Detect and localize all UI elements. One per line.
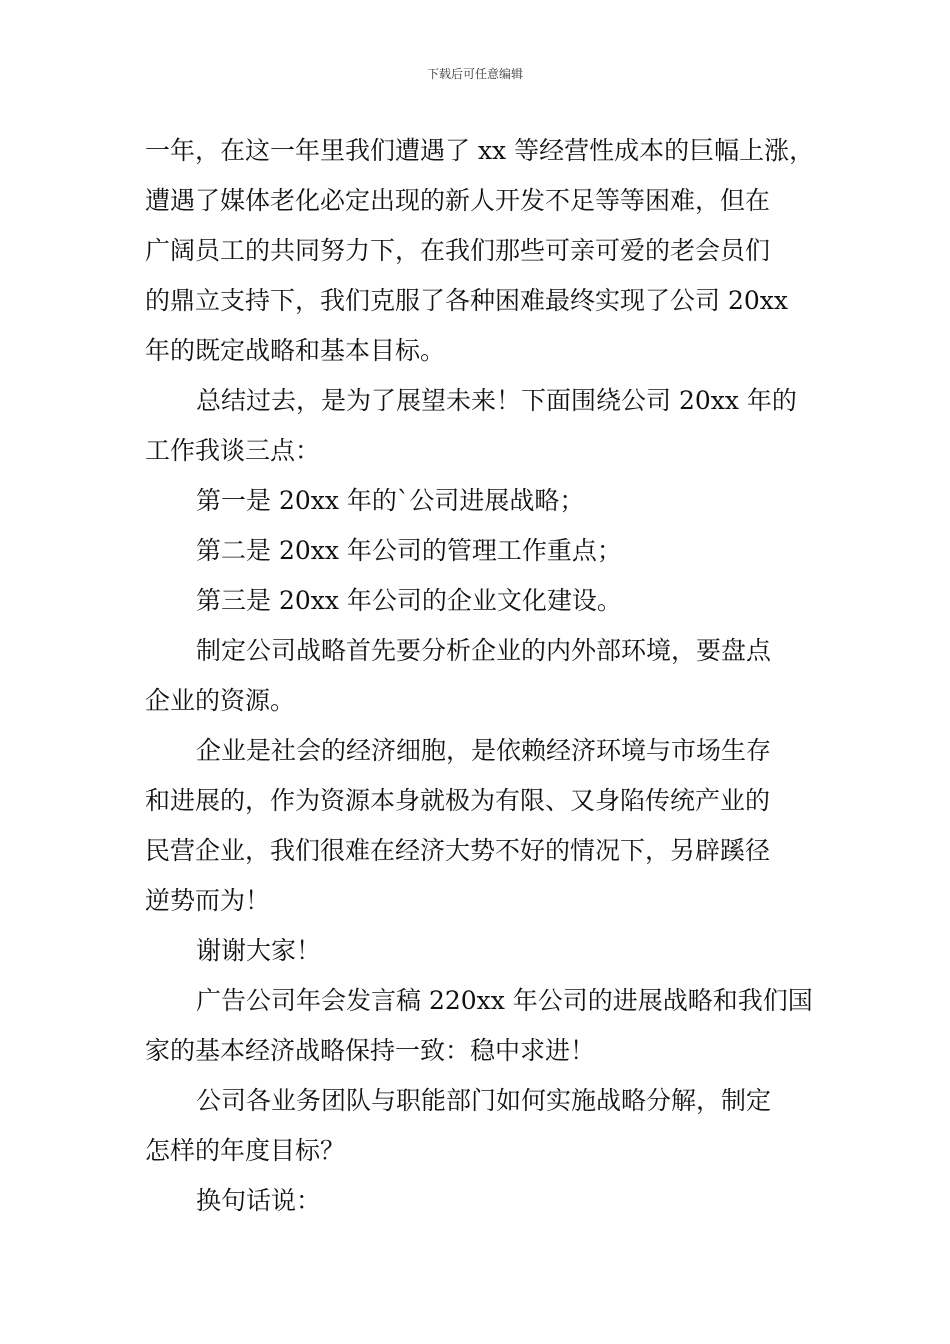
text-line-8: 第一是 20xx 年的`公司进展战略； <box>196 486 585 515</box>
text-line-21: 怎样的年度目标？ <box>145 1136 346 1165</box>
text-line-22: 换句话说： <box>196 1186 322 1215</box>
text-line-9: 第二是 20xx 年公司的管理工作重点； <box>196 536 622 565</box>
text-line-5: 年的既定战略和基本目标。 <box>145 336 446 365</box>
text-line-14: 和进展的，作为资源本身就极为有限、又身陷传统产业的 <box>145 786 771 815</box>
text-line-20: 公司各业务团队与职能部门如何实施战略分解，制定 <box>196 1086 772 1115</box>
text-line-4: 的鼎立支持下，我们克服了各种困难最终实现了公司 20xx <box>145 286 788 315</box>
text-line-15: 民营企业，我们很难在经济大势不好的情况下，另辟蹊径 <box>145 836 771 865</box>
text-line-19: 家的基本经济战略保持一致：稳中求进！ <box>145 1036 596 1065</box>
text-line-12: 企业的资源。 <box>145 686 296 715</box>
text-line-17: 谢谢大家！ <box>196 936 322 965</box>
text-line-6: 总结过去，是为了展望未来！下面围绕公司 20xx 年的 <box>196 386 797 415</box>
text-line-13: 企业是社会的经济细胞，是依赖经济环境与市场生存 <box>196 736 772 765</box>
text-line-1: 一年，在这一年里我们遭遇了 xx 等经营性成本的巨幅上涨， <box>145 136 815 165</box>
text-line-10: 第三是 20xx 年公司的企业文化建设。 <box>196 586 622 615</box>
text-line-3: 广阔员工的共同努力下，在我们那些可亲可爱的老会员们 <box>145 236 771 265</box>
text-line-18: 广告公司年会发言稿 220xx 年公司的进展战略和我们国 <box>196 986 813 1015</box>
page-header: 下载后可任意编辑 <box>426 67 523 81</box>
text-line-11: 制定公司战略首先要分析企业的内外部环境，要盘点 <box>196 636 772 665</box>
text-line-16: 逆势而为！ <box>145 886 271 915</box>
text-line-7: 工作我谈三点： <box>145 436 321 465</box>
text-line-2: 遭遇了媒体老化必定出现的新人开发不足等等困难，但在 <box>145 186 771 215</box>
document-body <box>145 126 815 1226</box>
